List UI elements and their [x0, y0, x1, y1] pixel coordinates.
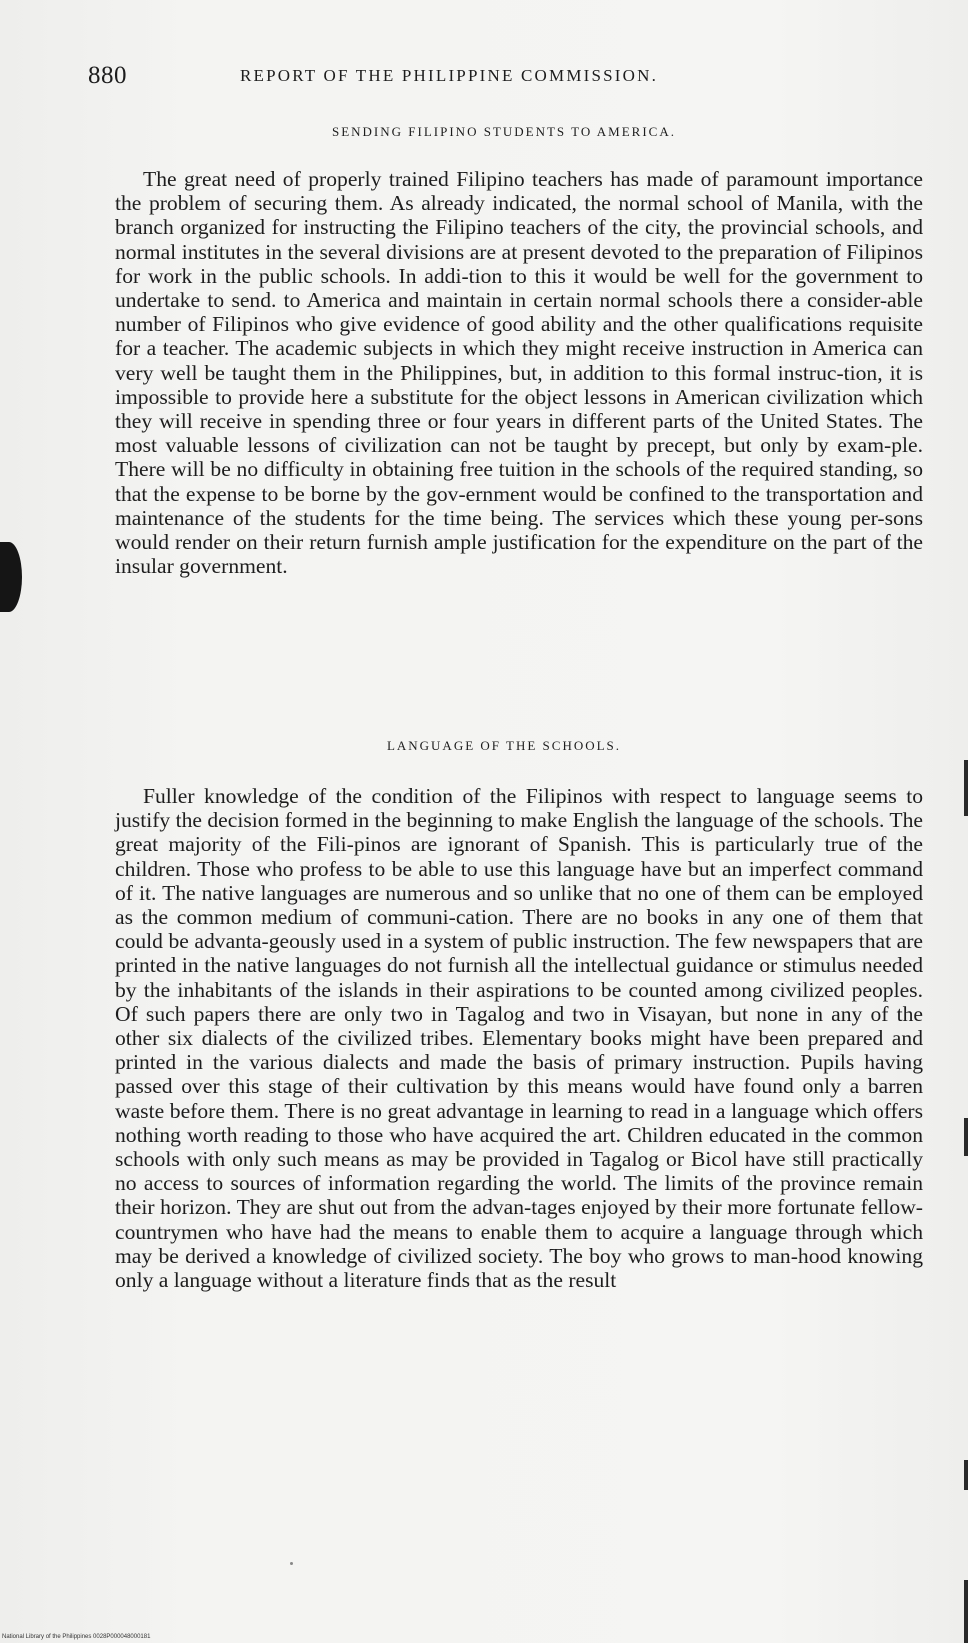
edge-artifact [964, 1460, 968, 1490]
edge-artifact [964, 760, 968, 816]
page-header [88, 62, 888, 96]
paragraph-sending-students: The great need of properly trained Filipino teachers has made of paramount importance the problem of securing them. As already indicated, the normal school of Manila, with the branch organized for instructing the Filipino teachers of the city, the provincial schools, and normal institutes in the several divisions are at present devoted to the preparation of Filipinos for work in the public schools. In addi-tion to this it would be well for the government to undertake to send. to America and maintain in certain normal schools there a consider-able number of Filipinos who give evidence of good ability and the other qualifications requisite for a teacher. The academic subjects in which they might receive instruction in America can very well be taught them in the Philippines, but, in addition to this formal instruc-tion, it is impossible to provide here a substitute for the object lessons in American civilization which they will receive in spending three or four years in different parts of the United States. The most valuable lessons of civilization can not be taught by precept, but only by exam-ple. There will be no difficulty in obtaining free tuition in the schools of the required standing, so that the expense to be borne by the gov-ernment would be confined to the transportation and maintenance of the students for the time being. The services which these young per-sons would render on their return furnish ample justification for the expenditure on the part of the insular government. [115, 167, 923, 579]
library-credit: National Library of the Philippines 0028P000048000181 [2, 1634, 151, 1640]
section-heading-sending-students: SENDING FILIPINO STUDENTS TO AMERICA. [331, 124, 676, 139]
section-heading-language: LANGUAGE OF THE SCHOOLS. [386, 738, 622, 753]
dust-speck [290, 1562, 293, 1565]
running-title: REPORT OF THE PHILIPPINE COMMISSION. [240, 66, 659, 85]
edge-artifact [964, 1118, 968, 1156]
page-number: 880 [88, 62, 127, 89]
paragraph-language: Fuller knowledge of the condition of the Filipinos with respect to language seems to justify the decision formed in the beginning to make English the language of the schools. The great majority of the Fili-pinos are ignorant of Spanish. This is particularly true of the children. Those who profess to be able to use this language have but an imperfect command of it. The native languages are numerous and so unlike that no one of them can be employed as the common medium of communi-cation. There are no books in any one of them that could be advanta-geously used in a system of public instruction. The few newspapers that are printed in the native languages do not furnish all the intellectual guidance or stimulus needed by the inhabitants of the islands in their aspirations to be counted among civilized peoples. Of such papers there are only two in Tagalog and two in Visayan, but none in any of the other six dialects of the civilized tribes. Elementary books might have been prepared and printed in the various dialects and made the basis of primary instruction. Pupils having passed over this stage of their cultivation by this means would have found only a barren waste before them. There is no great advantage in learning to read in a language which offers nothing worth reading to those who have acquired the art. Children educated in the common schools with only such means as may be provided in Tagalog or Bicol have still practically no access to sources of information regarding the world. The limits of the province remain their horizon. They are shut out from the advan-tages enjoyed by their more fortunate fellow-countrymen who have had the means to enable them to acquire a language through which may be derived a knowledge of civilized society. The boy who grows to man-hood knowing only a language without a literature finds that as the result [115, 784, 923, 1293]
edge-artifact [964, 1580, 968, 1643]
binding-shadow-mark [0, 542, 22, 612]
